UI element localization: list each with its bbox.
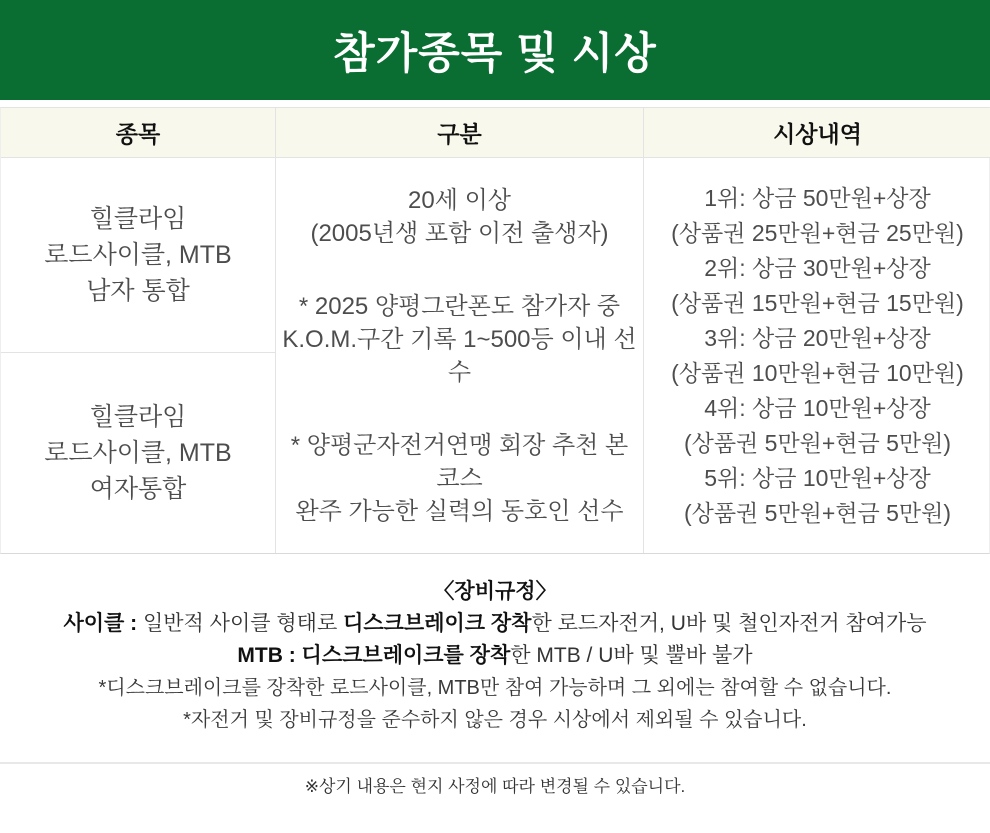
cycle-rule-line — [0, 608, 990, 640]
award-line: 3위: 상금 20만원+상장 — [704, 324, 931, 351]
cycle-text2: 한 로드자전거, U바 및 철인자전거 참여가능 — [531, 612, 927, 635]
mtb-bold-segment: 디스크브레이크를 장착 — [301, 644, 511, 667]
title-banner — [0, 0, 990, 100]
award-line: (상품권 15만원+현금 15만원) — [671, 289, 964, 316]
event-line: 힐클라임 — [89, 403, 187, 431]
award-line: 4위: 상금 10만원+상장 — [704, 394, 931, 421]
cycle-bold-segment: 디스크브레이크 장착 — [343, 612, 532, 635]
category-line: 20세 이상 — [408, 186, 511, 214]
category-line: * 양평군자전거연맹 회장 추천 본 코스 — [290, 431, 629, 492]
category-line: (2005년생 포함 이전 출생자) — [310, 219, 609, 247]
equipment-note-2: *자전거 및 장비규정을 준수하지 않은 경우 시상에서 제외될 수 있습니다. — [183, 709, 807, 731]
award-line: 1위: 상금 50만원+상장 — [704, 184, 931, 211]
footer-note: ※상기 내용은 현지 사정에 따라 변경될 수 있습니다. — [304, 777, 686, 796]
cycle-text1: 일반적 사이클 형태로 — [142, 612, 344, 635]
events-awards-table — [0, 107, 990, 554]
category-cell — [276, 158, 644, 553]
cycle-label: 사이클 : — [63, 612, 143, 635]
award-line: (상품권 5만원+현금 5만원) — [683, 499, 952, 526]
column-header-awards: 시상내역 — [644, 108, 990, 158]
award-line: (상품권 25만원+현금 25만원) — [671, 219, 964, 246]
category-line: 완주 가능한 실력의 동호인 선수 — [295, 497, 624, 525]
event-cell-women — [1, 353, 276, 553]
event-line: 남자 통합 — [86, 277, 190, 305]
category-line: * 2025 양평그란폰도 참가자 중 — [298, 292, 621, 320]
equipment-rules-title: 〈장비규정〉 — [433, 580, 557, 603]
event-line: 힐클라임 — [89, 205, 187, 233]
equipment-note-1: *디스크브레이크를 장착한 로드사이클, MTB만 참여 가능하며 그 외에는 참여할 수 없습니다. — [98, 677, 892, 699]
event-line: 로드사이클, MTB — [44, 439, 232, 467]
category-line: K.O.M.구간 기록 1~500등 이내 선수 — [282, 325, 637, 386]
equipment-rules — [0, 554, 990, 736]
award-line: (상품권 10만원+현금 10만원) — [671, 359, 964, 386]
award-line: 5위: 상금 10만원+상장 — [704, 464, 931, 491]
mtb-rule-line — [0, 640, 990, 672]
mtb-label: MTB : — [237, 644, 302, 667]
event-line: 여자통합 — [89, 475, 187, 503]
award-line: (상품권 5만원+현금 5만원) — [683, 429, 952, 456]
footer-divider — [0, 762, 990, 764]
award-line: 2위: 상금 30만원+상장 — [704, 254, 931, 281]
awards-cell — [644, 158, 990, 553]
page-title: 참가종목 및 시상 — [333, 29, 657, 78]
column-header-event: 종목 — [1, 108, 276, 158]
event-line: 로드사이클, MTB — [44, 241, 232, 269]
event-cell-men — [1, 158, 276, 353]
column-header-category: 구분 — [276, 108, 644, 158]
mtb-text2: 한 MTB / U바 및 뿔바 불가 — [510, 644, 753, 667]
